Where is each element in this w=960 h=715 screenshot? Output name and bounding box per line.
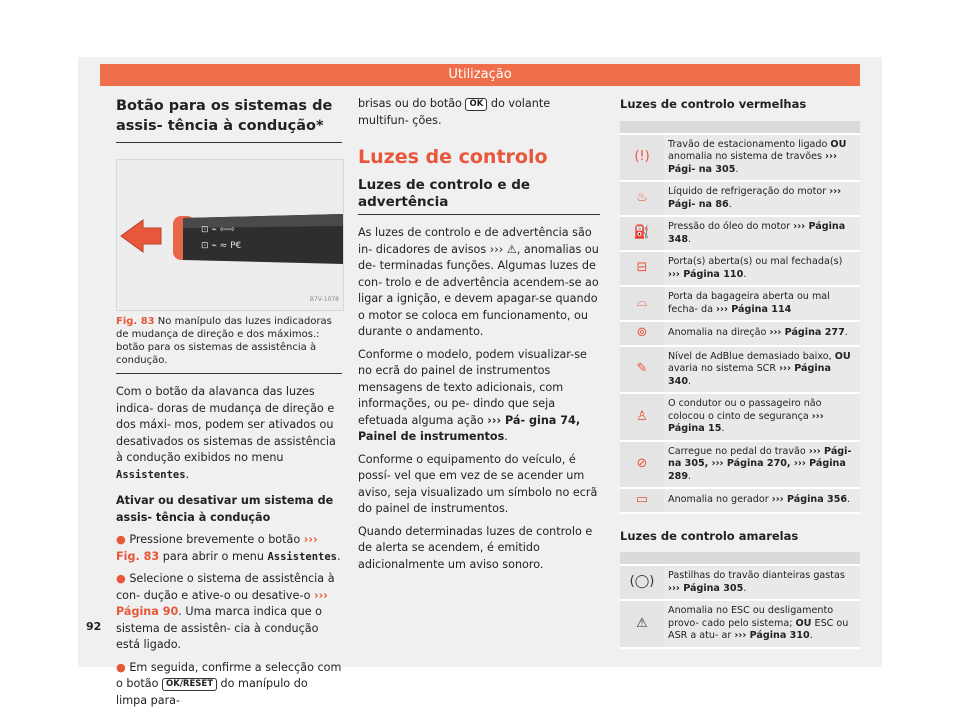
row-text: Anomalia na direção — [668, 327, 770, 338]
row-text: Porta(s) aberta(s) ou mal fechada(s) — [668, 256, 843, 267]
row-end: . — [735, 163, 739, 175]
page-ref-link[interactable]: ››› Pági- na 305 — [668, 151, 837, 175]
column-right — [620, 96, 860, 663]
row-text-2: avaria no sistema SCR — [668, 363, 780, 374]
row-text: Travão de estacionamento ligado — [668, 138, 831, 150]
ok-reset-key-icon: OK/RESET — [162, 678, 217, 691]
icon-cell — [620, 251, 664, 286]
description-cell — [664, 286, 860, 321]
row-end: . — [743, 268, 747, 280]
table-row — [620, 251, 860, 286]
paragraph-2 — [358, 347, 600, 446]
description-cell — [664, 251, 860, 286]
cont-text: brisas ou do botão — [358, 97, 466, 110]
continuation-text — [358, 96, 600, 129]
parking-brake-icon: (!) — [634, 149, 650, 164]
page-ref-link[interactable]: ››› Pá- gina 74, Painel de instrumentos — [358, 413, 581, 443]
esc-icon: ⚠ — [636, 615, 648, 631]
bullet-3-text: Em seguida, confirme a selecção com o botão — [116, 660, 342, 690]
row-end: . — [847, 494, 851, 505]
subheading: Ativar ou desativar um sistema de assis- tência à condução — [116, 494, 334, 524]
coolant-temperature-icon: ♨ — [636, 190, 648, 206]
table-row — [620, 600, 860, 648]
row-text: Anomalia no ESC ou desligamento provo- cado pelo sistema; — [668, 605, 834, 629]
row-text: Anomalia no gerador — [668, 494, 772, 505]
icon-cell — [620, 488, 664, 513]
table-row — [620, 321, 860, 346]
icon-cell — [620, 321, 664, 346]
bullet-1-dot: . — [337, 549, 341, 563]
fig-ref-link[interactable]: ››› Fig. 83 — [116, 533, 318, 563]
chapter-title: Luzes de controlo — [358, 146, 548, 168]
seatbelt-icon: ♙ — [636, 408, 648, 424]
table-row — [620, 134, 860, 182]
icon-cell — [620, 393, 664, 441]
row-text: Pressão do óleo do motor — [668, 221, 794, 232]
bullet-1-end: para abrir o menu — [159, 549, 268, 563]
paragraph-1 — [358, 225, 600, 341]
page-ref-link[interactable]: ››› Página 114 — [716, 303, 792, 315]
page-ref-link[interactable]: ››› Página 348 — [668, 221, 846, 245]
icon-cell — [620, 286, 664, 321]
brake-pads-icon: (◯) — [629, 574, 655, 590]
icon-cell — [620, 216, 664, 251]
description-cell — [664, 216, 860, 251]
row-text: Líquido de refrigeração do motor — [668, 186, 830, 197]
row-bold: OU — [830, 138, 847, 150]
intro-text: Com o botão da alavanca das luzes indica- doras de mudança de direção e dos máxi- mos, podem ser ativados ou desativados os sistemas de assistência à condução exibidos no menu — [116, 385, 336, 464]
p1-end: , anomalias ou de- terminadas funções. Algumas luzes de con- trolo e de advertência acendem-se ao ligar a ignição, e devem apagar-se quando o motor se coloca em funcionamento, ou durante o andamento. — [358, 242, 599, 338]
section-subtitle: Luzes de controlo e de advertência — [358, 177, 600, 215]
figure-label: Fig. 83 — [116, 316, 155, 327]
column-middle — [358, 96, 600, 579]
page-ref-link[interactable]: ››› Página 277 — [769, 327, 845, 338]
table-row — [620, 286, 860, 321]
page-ref-link[interactable]: ››› Pági- na 86 — [668, 186, 842, 210]
table-row — [620, 488, 860, 513]
page-ref-link[interactable]: ››› Página 110 — [668, 268, 744, 280]
table-row — [620, 393, 860, 441]
figure-83 — [116, 159, 344, 311]
figure-ref-code: B7V-1078 — [309, 295, 339, 303]
oil-pressure-icon: ⛽ — [633, 225, 651, 241]
icon-cell — [620, 565, 664, 600]
row-bold: OU — [834, 350, 851, 362]
description-cell — [664, 488, 860, 513]
cont-end: do volante multifun- ções. — [358, 97, 551, 127]
door-open-icon: ⊟ — [636, 260, 648, 276]
row-end: . — [688, 375, 692, 387]
warning-triangle-icon: ⚠ — [506, 242, 517, 256]
steering-icon: ⊚ — [636, 325, 648, 340]
bullet-3 — [116, 660, 342, 710]
paragraph-3: Conforme o equipamento do veículo, é possí- vel que em vez de se acender um aviso, seja visualizado um símbolo no ecrã do painel de instrumentos. — [358, 452, 598, 515]
row-end: . — [844, 327, 848, 338]
p1-text: As luzes de controlo e de advertência são in- dicadores de avisos ››› — [358, 226, 592, 256]
row-text: Pastilhas do travão dianteiras gastas — [668, 570, 845, 581]
brake-pedal-icon: ⊘ — [636, 456, 648, 471]
row-text-2: anomalia no sistema de travões — [668, 151, 826, 162]
description-cell — [664, 346, 860, 394]
table-row — [620, 346, 860, 394]
figure-caption — [116, 315, 342, 374]
description-cell — [664, 441, 860, 489]
row-bold: OU — [795, 617, 812, 629]
section-title: Botão para os sistemas de assis- tência à condução* — [116, 98, 333, 134]
page-ref-link[interactable]: ››› Página 310 — [734, 630, 810, 641]
row-text-2: ESC ou ASR a atu- ar — [668, 617, 849, 641]
paragraph-4: Quando determinadas luzes de controlo e de alerta se acendem, é emitido adicionalmente um aviso sonoro. — [358, 524, 593, 571]
svg-text:⊡ ⌁ ⇦⇨: ⊡ ⌁ ⇦⇨ — [201, 225, 235, 235]
amber-lights-table — [620, 552, 860, 649]
icon-cell — [620, 134, 664, 182]
stalk-illustration — [117, 160, 343, 310]
page-ref-link[interactable]: ››› Página 305 — [668, 582, 744, 594]
menu-name: Assistentes — [267, 550, 338, 563]
bullet-dot: ● — [116, 572, 126, 585]
description-cell — [664, 565, 860, 600]
table-row — [620, 565, 860, 600]
red-lights-table — [620, 121, 860, 514]
section-rule — [116, 142, 342, 143]
bullet-3-end: do manípulo do limpa para- — [116, 677, 308, 707]
row-end: . — [688, 233, 692, 245]
menu-name: Assistentes — [116, 468, 186, 481]
description-cell — [664, 393, 860, 441]
page-ref-link[interactable]: ››› Página 356 — [771, 494, 848, 505]
description-cell — [664, 134, 860, 182]
row-text: Nível de AdBlue demasiado baixo, — [668, 350, 835, 362]
page-ref-link[interactable]: ››› Pági- na 305, ››› Página 270, ››› Página 289 — [668, 445, 852, 482]
bullet-2-text: Selecione o sistema de assistência à con- dução e ative-o ou desative-o — [116, 572, 335, 602]
table-header-row — [620, 121, 860, 134]
page-ref-link[interactable]: ››› Página 15 — [668, 410, 824, 434]
ok-key-icon: OK — [465, 98, 487, 111]
icon-cell — [620, 600, 664, 648]
page-ref-link[interactable]: ››› Página 340 — [668, 363, 831, 387]
red-lights-title: Luzes de controlo vermelhas — [620, 97, 807, 111]
row-end: . — [743, 582, 747, 594]
row-end: . — [688, 470, 692, 482]
description-cell — [664, 321, 860, 346]
page-ref-link[interactable]: ››› Página 90 — [116, 588, 328, 618]
table-row — [620, 441, 860, 489]
page-header: Utilização — [100, 64, 860, 86]
bullet-2-end: . Uma marca indica que o sistema de assistên- cia à condução está ligado. — [116, 605, 323, 651]
row-text: Porta da bagageira aberta ou mal fecha- da — [668, 291, 830, 315]
p2-end: . — [504, 430, 508, 443]
icon-cell — [620, 346, 664, 394]
bullet-dot: ● — [116, 533, 126, 546]
row-text: O condutor ou o passageiro não colocou o cinto de segurança — [668, 398, 822, 422]
battery-icon: ▭ — [635, 492, 649, 507]
intro-end: . — [185, 467, 190, 481]
p2-text: Conforme o modelo, podem visualizar-se no ecrã do painel de instrumentos mensagens de texto adicionais, com informações, ou pe- dindo que seja efetuada alguma ação — [358, 347, 587, 427]
boot-open-icon: ⌓ — [636, 295, 648, 311]
page-number: 92 — [86, 620, 102, 633]
bullet-dot: ● — [116, 660, 126, 674]
row-end: . — [721, 423, 725, 434]
bullet-1 — [116, 532, 342, 565]
row-text: Carregue no pedal do travão — [668, 445, 809, 457]
bullet-1-text: Pressione brevemente o botão — [129, 533, 304, 546]
row-end: . — [809, 630, 813, 641]
svg-text:⊡ ⌁ ≈ P€: ⊡ ⌁ ≈ P€ — [201, 241, 242, 251]
column-left — [116, 96, 342, 715]
icon-cell — [620, 441, 664, 489]
paragraph-intro — [116, 384, 342, 483]
description-cell — [664, 181, 860, 216]
table-row — [620, 181, 860, 216]
description-cell — [664, 600, 860, 648]
table-row — [620, 216, 860, 251]
row-end: . — [728, 198, 732, 210]
adblue-icon: ✎ — [636, 361, 648, 376]
icon-cell — [620, 181, 664, 216]
bullet-2 — [116, 571, 342, 654]
amber-lights-title: Luzes de controlo amarelas — [620, 528, 799, 543]
table-header-row — [620, 552, 860, 565]
caption-text: No manípulo das luzes indicadoras de mudança de direção e dos máximos.: botão para os sistemas de assistência à condução. — [116, 316, 332, 366]
